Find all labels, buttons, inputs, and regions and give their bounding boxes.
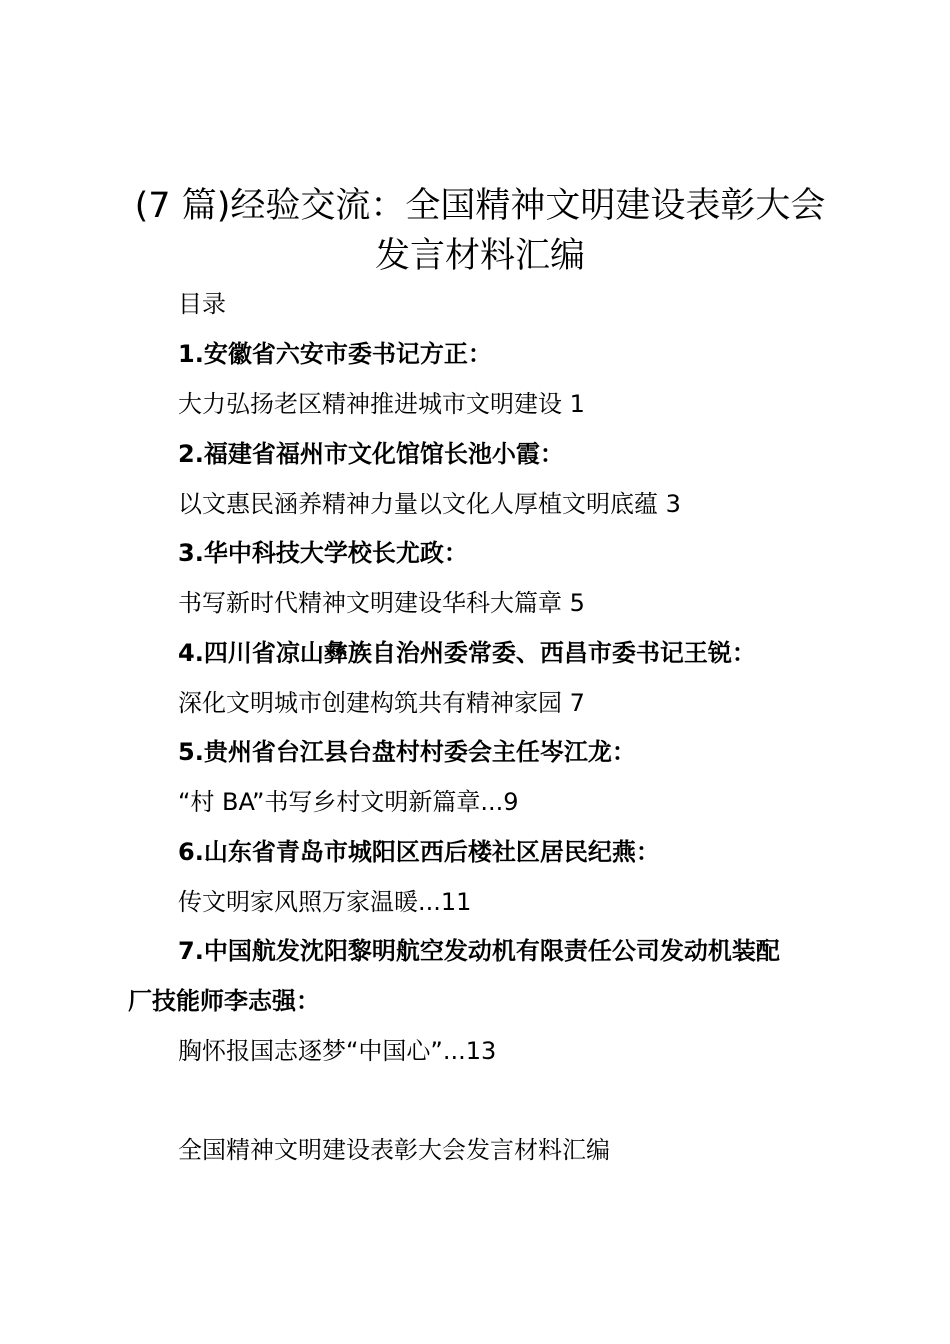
toc-topic-4: 深化文明城市创建构筑共有精神家园 7 xyxy=(178,689,585,717)
toc-topic-3: 书写新时代精神文明建设华科大篇章 5 xyxy=(178,589,585,617)
toc-speaker-3: 3.华中科技大学校长尤政： xyxy=(178,539,468,567)
document-title-line2: 发言材料汇编 xyxy=(374,236,585,276)
toc-speaker-1: 1.安徽省六安市委书记方正： xyxy=(178,340,492,368)
section-heading: 全国精神文明建设表彰大会发言材料汇编 xyxy=(178,1136,610,1164)
toc-topic-6: 传文明家风照万家温暖...11 xyxy=(178,888,472,916)
document-title-line1: (7 篇)经验交流：全国精神文明建设表彰大会 xyxy=(134,186,826,226)
toc-speaker-4: 4.四川省凉山彝族自治州委常委、西昌市委书记王锐： xyxy=(178,639,756,667)
toc-topic-5: “村 BA”书写乡村文明新篇章...9 xyxy=(178,788,519,816)
toc-speaker-7-line1: 7.中国航发沈阳黎明航空发动机有限责任公司发动机装配 xyxy=(178,937,780,965)
toc-topic-7: 胸怀报国志逐梦“中国心”...13 xyxy=(178,1037,497,1065)
toc-heading: 目录 xyxy=(178,290,226,318)
toc-topic-2: 以文惠民涵养精神力量以文化人厚植文明底蕴 3 xyxy=(178,490,681,518)
toc-speaker-7-line2: 厂技能师李志强： xyxy=(128,987,320,1015)
toc-speaker-2: 2.福建省福州市文化馆馆长池小霞： xyxy=(178,440,564,468)
toc-speaker-6: 6.山东省青岛市城阳区西后楼社区居民纪燕： xyxy=(178,838,660,866)
toc-topic-1: 大力弘扬老区精神推进城市文明建设 1 xyxy=(178,390,585,418)
toc-speaker-5: 5.贵州省台江县台盘村村委会主任岑江龙： xyxy=(178,738,636,766)
